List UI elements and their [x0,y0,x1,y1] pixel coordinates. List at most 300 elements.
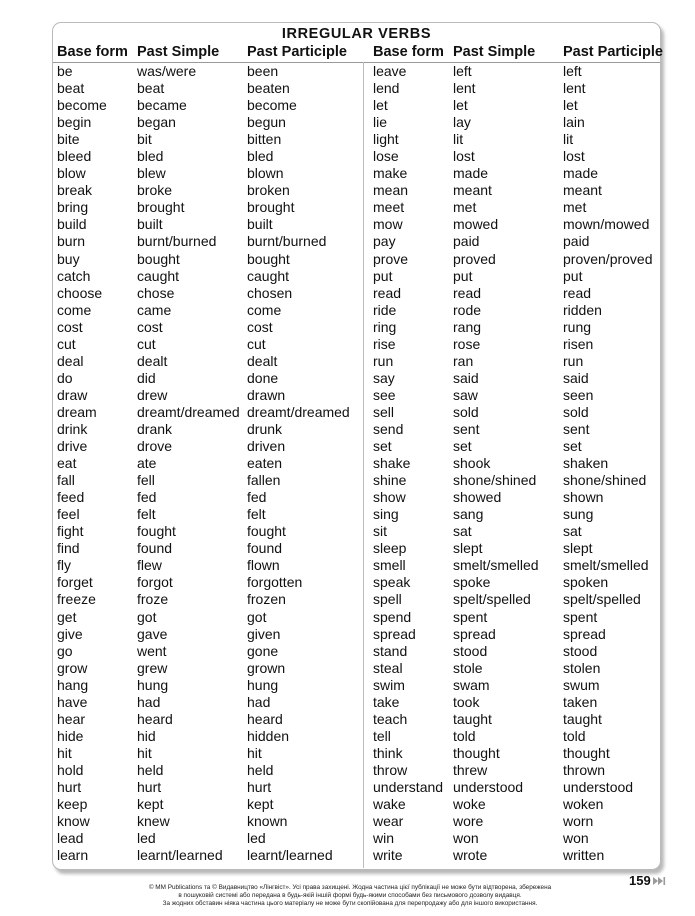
base-form-cell: meet [373,199,405,216]
past-participle-cell: caught [247,267,290,284]
past-simple-cell: went [137,642,167,659]
base-form-cell: drive [57,438,88,455]
past-simple-cell: thought [453,744,500,761]
past-participle-cell: sung [563,506,594,523]
past-participle-cell: known [247,813,288,830]
past-simple-cell: said [453,369,479,386]
past-simple-cell: left [453,63,472,79]
table-row [0,80,695,97]
base-form-cell: know [57,813,90,830]
table-row [0,609,695,626]
past-simple-cell: cut [137,335,156,352]
base-form-cell: hurt [57,778,82,795]
past-simple-cell: dreamt/dreamed [137,403,240,420]
base-form-cell: blow [57,165,86,182]
base-form-cell: spread [373,625,416,642]
past-simple-cell: proved [453,250,496,267]
past-simple-cell: won [453,830,479,847]
table-row [0,387,695,404]
past-simple-cell: bled [137,148,164,165]
base-form-cell: sleep [373,540,407,557]
table-row [0,131,695,148]
base-form-cell: freeze [57,591,96,608]
past-participle-cell: stood [563,642,598,659]
past-participle-cell: fought [247,523,286,540]
past-participle-cell: hit [247,744,262,761]
past-participle-cell: learnt/learned [247,847,333,864]
base-form-cell: forget [57,574,93,591]
past-participle-cell: heard [247,710,283,727]
table-row [0,796,695,813]
past-participle-cell: hurt [247,778,272,795]
table-row [0,540,695,557]
base-form-cell: let [373,97,388,114]
base-form-cell: sit [373,523,387,540]
base-form-cell: cost [57,318,83,335]
past-simple-cell: came [137,301,172,318]
base-form-cell: ride [373,301,397,318]
past-simple-cell: did [137,369,156,386]
header-past-simple-left: Past Simple [137,44,220,60]
past-participle-cell: found [247,540,283,557]
past-simple-cell: meant [453,182,492,199]
header-past-participle-left: Past Participle [247,44,347,60]
past-simple-cell: mowed [453,216,499,233]
base-form-cell: break [57,182,93,199]
past-participle-cell: been [247,63,279,79]
past-participle-cell: shone/shined [563,472,647,489]
table-row [0,302,695,319]
past-simple-cell: bought [137,250,180,267]
past-participle-cell: had [247,693,271,710]
past-simple-cell: built [137,216,163,233]
past-simple-cell: hit [137,744,152,761]
base-form-cell: leave [373,63,407,79]
table-row [0,728,695,745]
past-participle-cell: risen [563,335,594,352]
past-simple-cell: met [453,199,477,216]
base-form-cell: send [373,420,404,437]
past-participle-cell: bitten [247,131,282,148]
past-simple-cell: heard [137,710,173,727]
past-participle-cell: let [563,97,578,114]
base-form-cell: deal [57,352,84,369]
past-participle-cell: taught [563,710,602,727]
base-form-cell: lend [373,80,400,97]
base-form-cell: bring [57,199,89,216]
past-participle-cell: driven [247,438,286,455]
past-participle-cell: led [247,830,266,847]
page-number: 159 [629,873,651,888]
footer-line: За жодних обставин ніяка частина цього матеріалу не може бути скопійована для перепродажу або для іншого використання. [162,900,538,908]
past-participle-cell: proven/proved [563,250,653,267]
past-simple-cell: sang [453,506,484,523]
past-simple-cell: fed [137,489,157,506]
base-form-cell: smell [373,557,406,574]
table-row [0,574,695,591]
past-participle-cell: thrown [563,761,606,778]
past-simple-cell: paid [453,233,480,250]
past-participle-cell: understood [563,778,634,795]
table-row [0,438,695,455]
past-simple-cell: told [453,727,476,744]
base-form-cell: beat [57,80,85,97]
past-participle-cell: worn [563,813,594,830]
past-participle-cell: fallen [247,472,281,489]
past-simple-cell: spent [453,608,488,625]
past-simple-cell: ate [137,455,157,472]
past-participle-cell: drawn [247,386,286,403]
base-form-cell: speak [373,574,411,591]
base-form-cell: rise [373,335,396,352]
past-participle-cell: hung [247,676,279,693]
base-form-cell: win [373,830,395,847]
base-form-cell: pay [373,233,396,250]
base-form-cell: wake [373,796,406,813]
base-form-cell: drink [57,420,88,437]
base-form-cell: cut [57,335,76,352]
past-simple-cell: got [137,608,157,625]
table-row [0,404,695,421]
base-form-cell: feel [57,506,80,523]
base-form-cell: give [57,625,83,642]
past-participle-cell: sent [563,420,590,437]
base-form-cell: make [373,165,408,182]
base-form-cell: show [373,489,406,506]
base-form-cell: go [57,642,73,659]
past-participle-cell: lent [563,80,586,97]
past-simple-cell: fought [137,523,176,540]
past-participle-cell: written [563,847,605,864]
table-row [0,182,695,199]
past-simple-cell: shook [453,455,491,472]
past-participle-cell: spread [563,625,606,642]
past-participle-cell: woken [563,796,604,813]
table-row [0,489,695,506]
past-participle-cell: become [247,97,297,114]
past-participle-cell: broken [247,182,290,199]
base-form-cell: ring [373,318,397,335]
past-participle-cell: gone [247,642,279,659]
past-simple-cell: ran [453,352,474,369]
table-row [0,711,695,728]
base-form-cell: take [373,693,400,710]
base-form-cell: fly [57,557,71,574]
table-row [0,421,695,438]
base-form-cell: keep [57,796,88,813]
table-row [0,251,695,268]
table-row [0,506,695,523]
table-row [0,148,695,165]
base-form-cell: spell [373,591,402,608]
past-participle-cell: rung [563,318,592,335]
past-participle-cell: shown [563,489,604,506]
past-simple-cell: shone/shined [453,472,537,489]
table-row [0,114,695,131]
header-base-form-left: Base form [57,44,128,60]
past-simple-cell: lit [453,131,464,148]
past-simple-cell: chose [137,284,175,301]
past-participle-cell: spent [563,608,598,625]
base-form-cell: stand [373,642,408,659]
past-simple-cell: showed [453,489,502,506]
past-simple-cell: fell [137,472,155,489]
footer-line: в пошуковій системі або передана в будь-якій іншій формі будь-якими способами без письмового дозволу видавця. [178,892,522,900]
base-form-cell: sell [373,403,395,420]
base-form-cell: learn [57,847,89,864]
base-form-cell: do [57,369,73,386]
past-simple-cell: smelt/smelled [453,557,539,574]
past-simple-cell: drove [137,438,173,455]
table-row [0,353,695,370]
past-participle-cell: slept [563,540,593,557]
base-form-cell: catch [57,267,91,284]
past-simple-cell: put [453,267,473,284]
base-form-cell: be [57,63,73,79]
past-participle-cell: set [563,438,582,455]
footer-line: © MM Publications та © Видавництво «Лінгвіст». Усі права захищені. Жодна частина цієї публікації не може бути відтворена, збережена [148,884,552,891]
past-participle-cell: ridden [563,301,602,318]
past-simple-cell: spelt/spelled [453,591,531,608]
past-participle-cell: lit [563,131,574,148]
table-row [0,745,695,762]
past-simple-cell: set [453,438,472,455]
base-form-cell: hear [57,710,86,727]
base-form-cell: begin [57,114,92,131]
past-simple-cell: taught [453,710,492,727]
past-simple-cell: understood [453,778,524,795]
past-simple-cell: woke [453,796,486,813]
past-simple-cell: dealt [137,352,168,369]
table-row [0,660,695,677]
past-simple-cell: found [137,540,173,557]
past-simple-cell: let [453,97,468,114]
table-row [0,216,695,233]
past-simple-cell: grew [137,659,168,676]
base-form-cell: run [373,352,394,369]
past-simple-cell: led [137,830,156,847]
past-simple-cell: hid [137,727,156,744]
verb-table-body [0,63,695,864]
past-simple-cell: blew [137,165,166,182]
past-simple-cell: wore [453,813,484,830]
table-header-row [0,43,695,61]
table-row [0,336,695,353]
past-participle-cell: smelt/smelled [563,557,649,574]
past-simple-cell: bit [137,131,152,148]
base-form-cell: fall [57,472,75,489]
base-form-cell: choose [57,284,103,301]
base-form-cell: lead [57,830,84,847]
past-participle-cell: grown [247,659,286,676]
base-form-cell: say [373,369,395,386]
past-simple-cell: stole [453,659,483,676]
base-form-cell: teach [373,710,408,727]
table-row [0,455,695,472]
past-participle-cell: come [247,301,282,318]
base-form-cell: see [373,386,396,403]
past-simple-cell: sold [453,403,479,420]
past-simple-cell: took [453,693,480,710]
past-participle-cell: swum [563,676,600,693]
past-simple-cell: was/were [137,63,197,79]
base-form-cell: wear [373,813,404,830]
base-form-cell: mow [373,216,403,233]
past-simple-cell: learnt/learned [137,847,223,864]
past-participle-cell: shaken [563,455,609,472]
past-participle-cell: dealt [247,352,278,369]
table-row [0,199,695,216]
table-row [0,557,695,574]
past-simple-cell: drank [137,420,173,437]
past-simple-cell: had [137,693,161,710]
past-simple-cell: held [137,761,164,778]
past-participle-cell: eaten [247,455,283,472]
past-simple-cell: stood [453,642,488,659]
table-row [0,97,695,114]
table-row [0,677,695,694]
past-participle-cell: meant [563,182,602,199]
past-simple-cell: rang [453,318,482,335]
header-base-form-right: Base form [373,44,444,60]
table-row [0,472,695,489]
past-participle-cell: seen [563,386,594,403]
base-form-cell: read [373,284,402,301]
table-row [0,643,695,660]
past-simple-cell: brought [137,199,185,216]
base-form-cell: bleed [57,148,92,165]
table-row [0,319,695,336]
past-simple-cell: swam [453,676,490,693]
past-participle-cell: spelt/spelled [563,591,641,608]
past-simple-cell: hung [137,676,169,693]
past-simple-cell: sat [453,523,472,540]
base-form-cell: shine [373,472,407,489]
past-participle-cell: built [247,216,273,233]
past-participle-cell: blown [247,165,284,182]
past-participle-cell: put [563,267,583,284]
base-form-cell: grow [57,659,88,676]
past-participle-cell: met [563,199,587,216]
past-participle-cell: got [247,608,267,625]
base-form-cell: become [57,97,107,114]
past-participle-cell: bled [247,148,274,165]
table-row [0,762,695,779]
past-participle-cell: kept [247,796,274,813]
past-participle-cell: run [563,352,584,369]
past-simple-cell: cost [137,318,163,335]
base-form-cell: throw [373,761,408,778]
table-row [0,268,695,285]
past-participle-cell: cut [247,335,266,352]
past-participle-cell: brought [247,199,295,216]
past-simple-cell: threw [453,761,488,778]
base-form-cell: have [57,693,88,710]
base-form-cell: think [373,744,403,761]
past-participle-cell: begun [247,114,286,131]
past-simple-cell: became [137,97,187,114]
past-participle-cell: cost [247,318,273,335]
table-row [0,523,695,540]
past-simple-cell: gave [137,625,168,642]
past-participle-cell: given [247,625,281,642]
double-chevron-right-icon [652,876,666,886]
past-participle-cell: hidden [247,727,290,744]
copyright-footer [100,884,600,909]
base-form-cell: sing [373,506,399,523]
past-participle-cell: felt [247,506,266,523]
table-row [0,63,695,80]
base-form-cell: fight [57,523,84,540]
table-row [0,847,695,864]
past-participle-cell: frozen [247,591,286,608]
base-form-cell: hang [57,676,89,693]
past-participle-cell: lost [563,148,585,165]
base-form-cell: understand [373,778,444,795]
base-form-cell: build [57,216,87,233]
base-form-cell: hold [57,761,84,778]
past-simple-cell: froze [137,591,169,608]
past-participle-cell: flown [247,557,280,574]
past-participle-cell: done [247,369,279,386]
base-form-cell: dream [57,403,97,420]
header-past-participle-right: Past Participle [563,44,663,60]
base-form-cell: tell [373,727,391,744]
past-simple-cell: sent [453,420,480,437]
base-form-cell: put [373,267,393,284]
past-participle-cell: read [563,284,592,301]
past-participle-cell: dreamt/dreamed [247,403,350,420]
base-form-cell: come [57,301,92,318]
past-participle-cell: told [563,727,586,744]
page-title: IRREGULAR VERBS [281,26,432,42]
past-participle-cell: lain [563,114,585,131]
past-simple-cell: knew [137,813,170,830]
table-row [0,626,695,643]
base-form-cell: burn [57,233,86,250]
base-form-cell: swim [373,676,405,693]
base-form-cell: get [57,608,77,625]
past-simple-cell: lost [453,148,475,165]
past-simple-cell: kept [137,796,164,813]
table-row [0,779,695,796]
past-simple-cell: beat [137,80,165,97]
past-participle-cell: mown/mowed [563,216,650,233]
past-simple-cell: flew [137,557,162,574]
past-participle-cell: taken [563,693,598,710]
base-form-cell: eat [57,455,77,472]
past-simple-cell: slept [453,540,483,557]
past-simple-cell: broke [137,182,173,199]
base-form-cell: shake [373,455,411,472]
table-row [0,813,695,830]
past-simple-cell: rode [453,301,482,318]
base-form-cell: light [373,131,399,148]
past-simple-cell: began [137,114,176,131]
table-row [0,370,695,387]
past-simple-cell: burnt/burned [137,233,217,250]
past-participle-cell: paid [563,233,590,250]
past-participle-cell: left [563,63,582,79]
base-form-cell: set [373,438,392,455]
table-row [0,591,695,608]
base-form-cell: lose [373,148,399,165]
table-row [0,830,695,847]
past-participle-cell: forgotten [247,574,303,591]
past-simple-cell: saw [453,386,478,403]
past-participle-cell: held [247,761,274,778]
past-simple-cell: made [453,165,489,182]
